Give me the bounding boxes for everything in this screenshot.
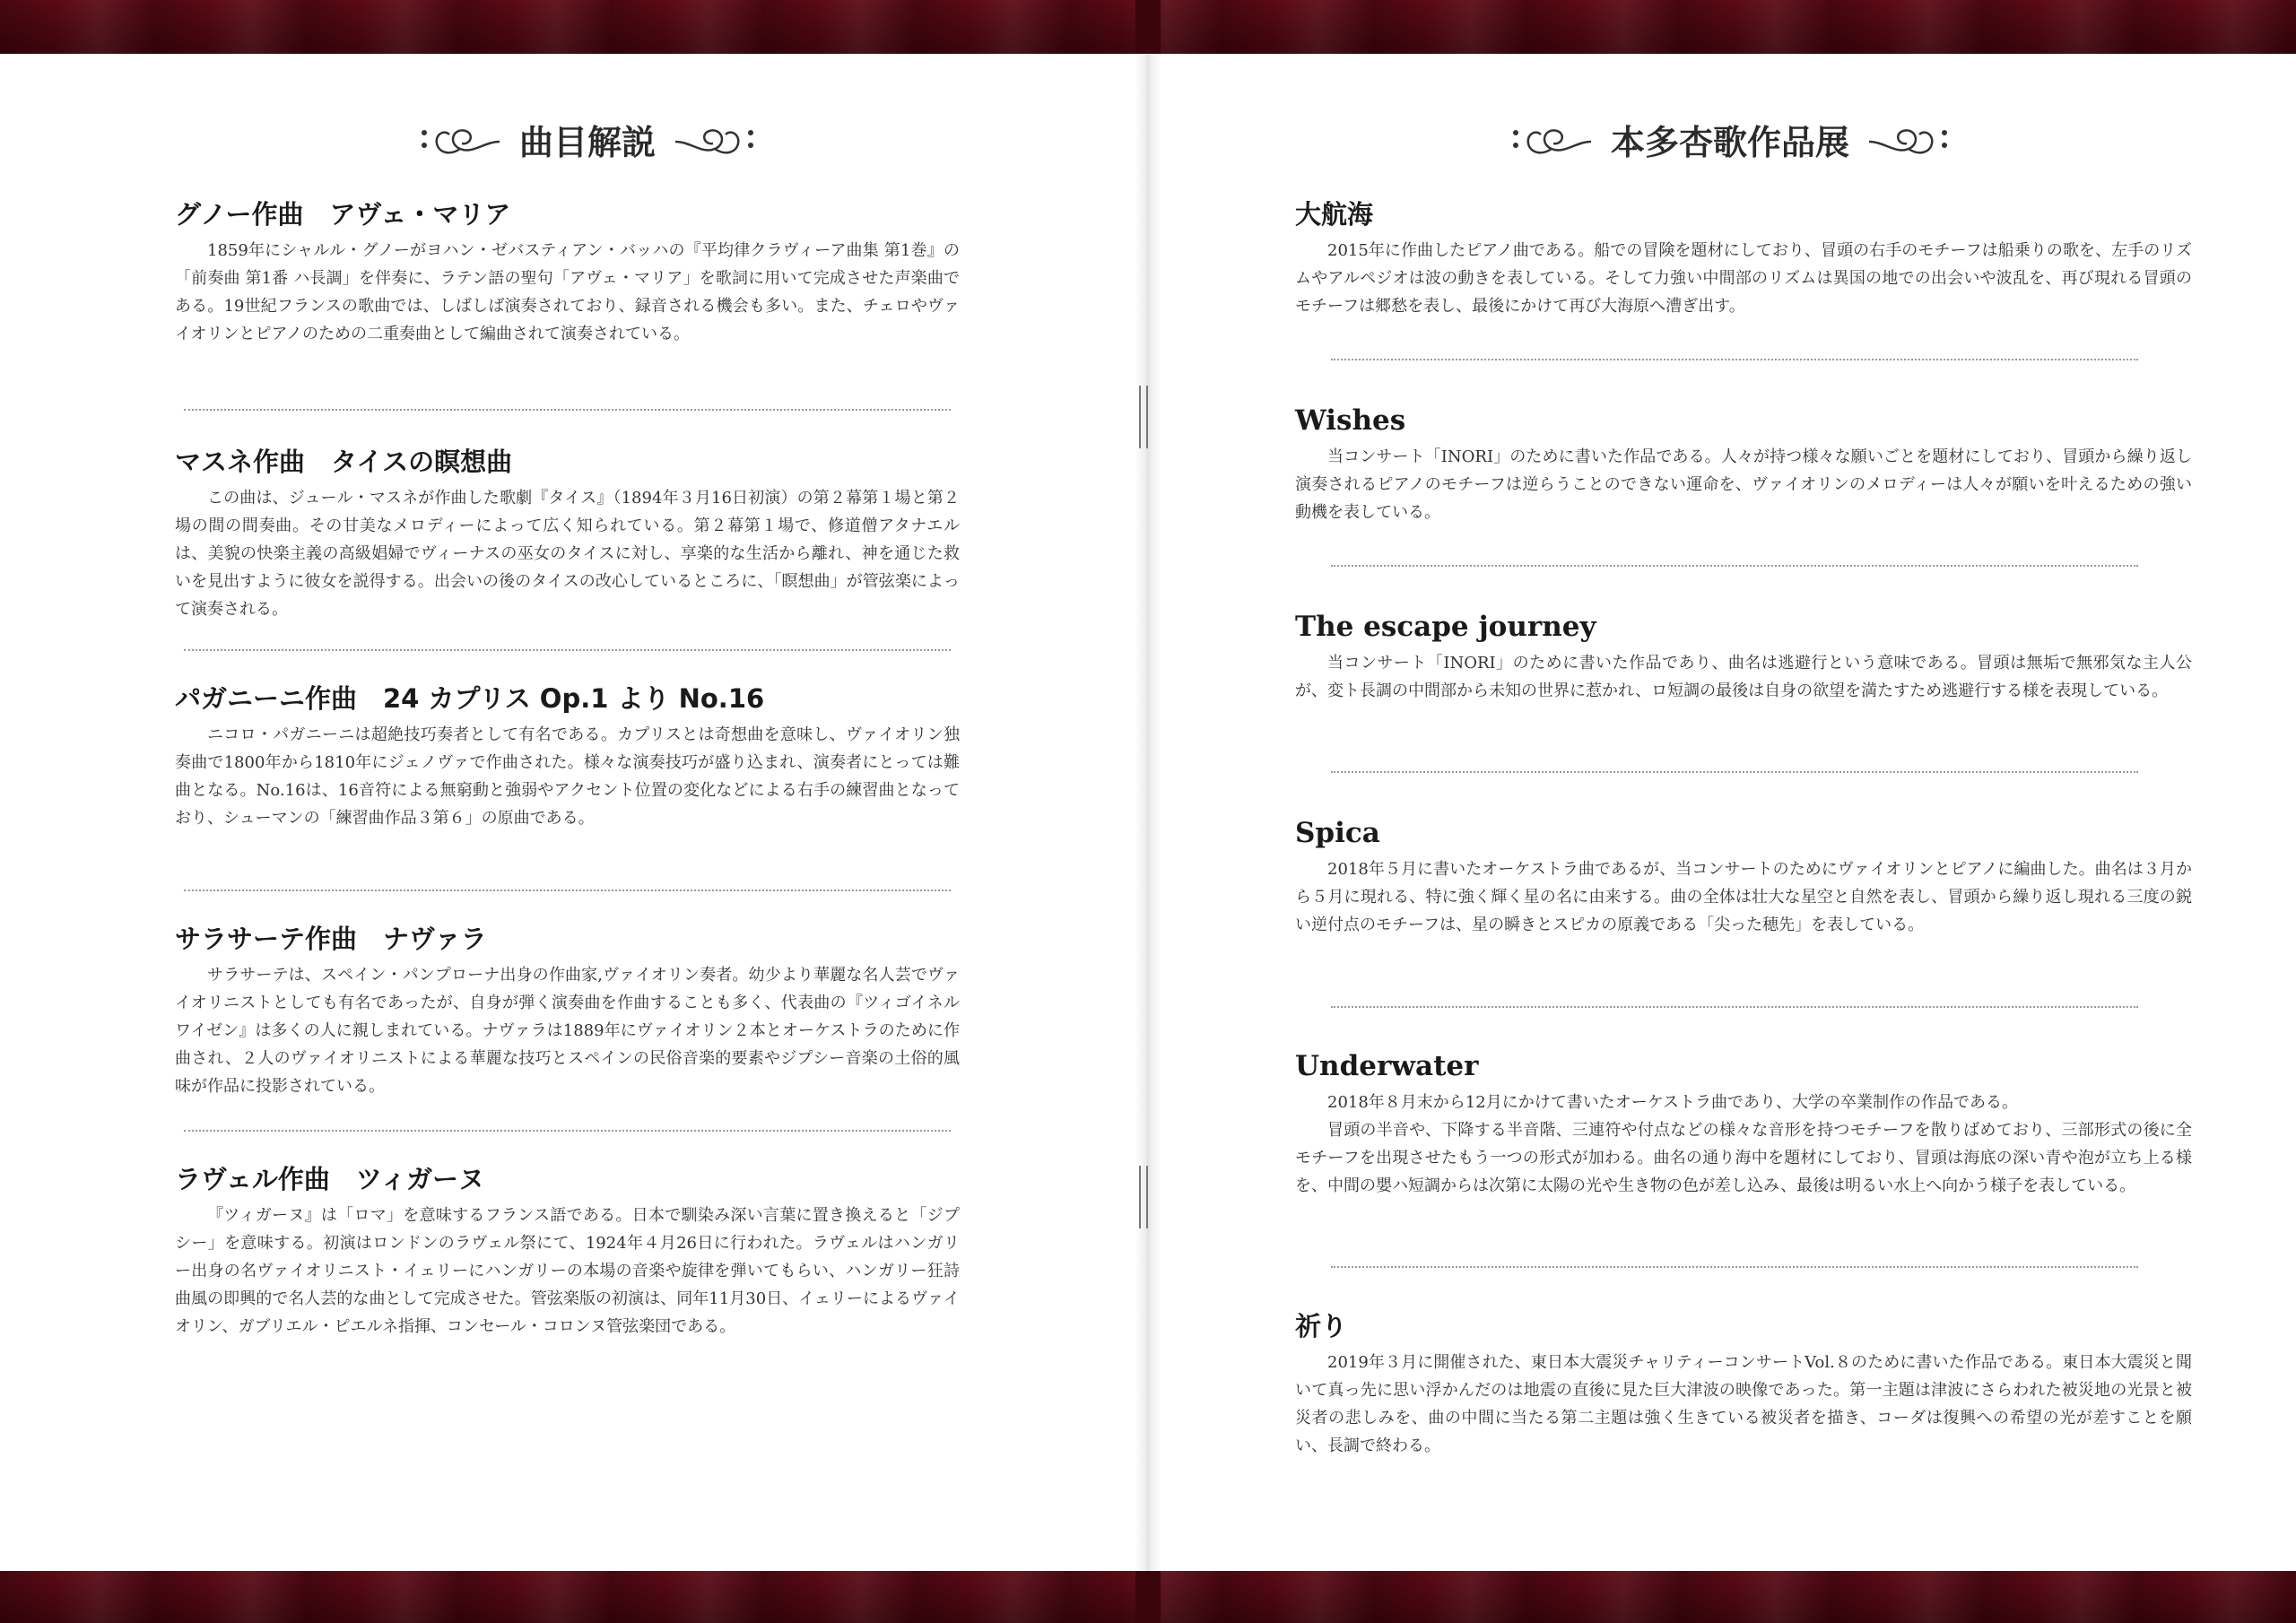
staple-top <box>1139 386 1148 448</box>
section-underwater <box>1295 1049 2192 1200</box>
section-gounod <box>175 197 960 348</box>
section-title: The escape journey <box>1295 611 1596 643</box>
flourish-left-ornament-icon <box>1509 117 1595 161</box>
section-massenet <box>175 445 960 623</box>
right-page-title: 本多杏歌作品展 <box>1610 122 1849 162</box>
section-body: サラサーテは、スペイン・パンプローナ出身の作曲家,ヴァイオリン奏者。幼少より華麗な名人芸でヴァイオリニストとしても有名であったが、自身が弾く演奏曲を作曲することも多く、代表曲の『ツィゴイネルワイゼン』は多くの人に親しまれている。ナヴァラは1889年にヴァイオリン２本とオーケストラのために作曲され、２人のヴァイオリニストによる華麗な技巧とスペインの民俗音楽的要素やジプシー音楽の土俗的風味が作品に投影されている。 <box>175 966 960 1096</box>
flourish-left-ornament-icon <box>417 117 503 161</box>
left-page-title: 曲目解説 <box>518 122 656 162</box>
section-body: 当コンサート「INORI」のために書いた作品である。人々が持つ様々な願いごとを題材にしており、冒頭から繰り返し演奏されるピアノのモチーフは逆らうことのできない運命を、ヴァイオリンのメロディーは人々が願いを叶えるための強い動機を表している。 <box>1295 447 2192 522</box>
section-body: 2018年５月に書いたオーケストラ曲であるが、当コンサートのためにヴァイオリンとピアノに編曲した。曲名は３月から５月に現れる、特に強く輝く星の名に由来する。曲の全体は壮大な星空と自然を表し、冒頭から繰り返し現れる三度の鋭い逆付点のモチーフは、星の瞬きとスピカの原義である「尖った穂先」を表している。 <box>1295 860 2192 934</box>
section-divider <box>1331 771 2138 773</box>
section-title: 大航海 <box>1295 199 1374 230</box>
section-title: マスネ作曲 タイスの瞑想曲 <box>175 447 513 477</box>
section-divider <box>1331 359 2138 360</box>
section-title: Underwater <box>1295 1050 1479 1082</box>
left-page-heading <box>395 108 780 170</box>
section-body: 当コンサート「INORI」のために書いた作品であり、曲名は逃避行という意味である。冒頭は無垢で無邪気な主人公が、変ト長調の中間部から未知の世界に惹かれ、ロ短調の最後は自身の欲望を満たすため逃避行する様を表現している。 <box>1295 654 2192 700</box>
section-divider <box>1331 565 2138 567</box>
section-divider <box>1331 1006 2138 1008</box>
left-page <box>0 54 1135 1571</box>
section-body-continued: 冒頭の半音や、下降する半音階、三連符や付点などの様々な音形を持つモチーフを散りばめており、三部形式の後に全モチーフを出現させたもう一つの形式が加わる。曲名の通り海中を題材にしており、冒頭は海底の深い青や泡が立ち上る様を、中間の嬰ハ短調からは次第に太陽の光や生き物の色が差し込み、最後は明るい水上へ向かう様子を表している。 <box>1295 1121 2192 1195</box>
section-title: グノー作曲 アヴェ・マリア <box>175 199 511 230</box>
section-divider <box>184 409 951 411</box>
section-body: 1859年にシャルル・グノーがヨハン・ゼバスティアン・バッハの『平均律クラヴィーア曲集 第1巻』の「前奏曲 第1番 ハ長調」を伴奏に、ラテン語の聖句「アヴェ・マリア」を歌詞に用いて完成させた声楽曲である。19世紀フランスの歌曲では、しばしば演奏されており、録音される機会も多い。また、チェロやヴァイオリンとピアノのための二重奏曲として編曲されて演奏されている。 <box>175 241 960 343</box>
section-body: 2019年３月に開催された、東日本大震災チャリティーコンサートVol.８のために書いた作品である。東日本大震災と聞いて真っ先に思い浮かんだのは地震の直後に見た巨大津波の映像であった。第一主題は津波にさらわれた被災地の光景と被災者の悲しみを、曲の中間に当たる第二主題は強く生きている被災者を描き、コーダは復興への希望の光が差すことを願い、長調で終わる。 <box>1295 1353 2192 1455</box>
section-body: 2018年８月末から12月にかけて書いたオーケストラ曲であり、大学の卒業制作の作品である。 <box>1327 1093 2018 1112</box>
right-page <box>1161 54 2296 1571</box>
section-escape-journey <box>1295 610 2192 705</box>
section-body: 2015年に作曲したピアノ曲である。船での冒険を題材にしており、冒頭の右手のモチーフは船乗りの歌を、左手のリズムやアルペジオは波の動きを表している。そして力強い中間部のリズムは異国の地での出会いや波乱を、再び現れる冒頭のモチーフは郷愁を表し、最後にかけて再び大海原へ漕ぎ出す。 <box>1295 241 2192 316</box>
section-ravel <box>175 1162 960 1341</box>
section-title: Wishes <box>1295 404 1406 437</box>
section-title: 祈り <box>1295 1311 1348 1341</box>
section-divider <box>184 649 951 651</box>
section-divider <box>184 890 951 891</box>
booklet-spine <box>1135 0 1161 1623</box>
section-divider <box>1331 1266 2138 1268</box>
section-spica <box>1295 816 2192 939</box>
right-page-heading <box>1474 108 1986 170</box>
section-title: ラヴェル作曲 ツィガーヌ <box>175 1164 485 1194</box>
section-body: ニコロ・パガニーニは超絶技巧奏者として有名である。カプリスとは奇想曲を意味し、ヴァイオリン独奏曲で1800年から1810年にジェノヴァで作曲された。様々な演奏技巧が盛り込まれ、演奏者にとっては難曲となる。No.16は、16音符による無窮動と強弱やアクセント位置の変化などによる右手の練習曲となっており、シューマンの「練習曲作品３第６」の原曲である。 <box>175 725 960 828</box>
section-body: この曲は、ジュール・マスネが作曲した歌劇『タイス』（1894年３月16日初演）の第２幕第１場と第２場の間の間奏曲。その甘美なメロディーによって広く知られている。第２幕第１場で、修道僧アタナエルは、美貌の快楽主義の高級娼婦でヴィーナスの巫女のタイスに対し、享楽的な生活から離れ、神を通じた救いを見出すように彼女を説得する。出会いの後のタイスの改心しているところに、「瞑想曲」が管弦楽によって演奏される。 <box>175 489 960 619</box>
flourish-right-ornament-icon <box>1866 117 1952 161</box>
section-divider <box>184 1130 951 1132</box>
section-daikoukai <box>1295 197 2192 320</box>
section-body: 『ツィガーヌ』は「ロマ」を意味するフランス語である。日本で馴染み深い言葉に置き換えると「ジプシー」を意味する。初演はロンドンのラヴェル祭にて、1924年４月26日に行われた。ラヴェルはハンガリー出身の名ヴァイオリニスト・イェリーにハンガリーの本場の音楽や旋律を弾いてもらい、ハンガリー狂詩曲風の即興的で名人芸的な曲として完成させた。管弦楽版の初演は、同年11月30日、イェリーによるヴァイオリン、ガブリエル・ピエルネ指揮、コンセール・コロンヌ管弦楽団である。 <box>175 1206 961 1336</box>
section-paganini <box>175 681 960 832</box>
section-sarasate <box>175 922 960 1100</box>
section-title: パガニーニ作曲 24 カプリス Op.1 より No.16 <box>175 683 765 714</box>
staple-bottom <box>1139 1166 1148 1228</box>
section-inori <box>1295 1309 2192 1460</box>
section-title: サラサーテ作曲 ナヴァラ <box>175 924 487 954</box>
flourish-right-ornament-icon <box>672 117 758 161</box>
section-title: Spica <box>1295 817 1380 849</box>
section-wishes <box>1295 404 2192 526</box>
